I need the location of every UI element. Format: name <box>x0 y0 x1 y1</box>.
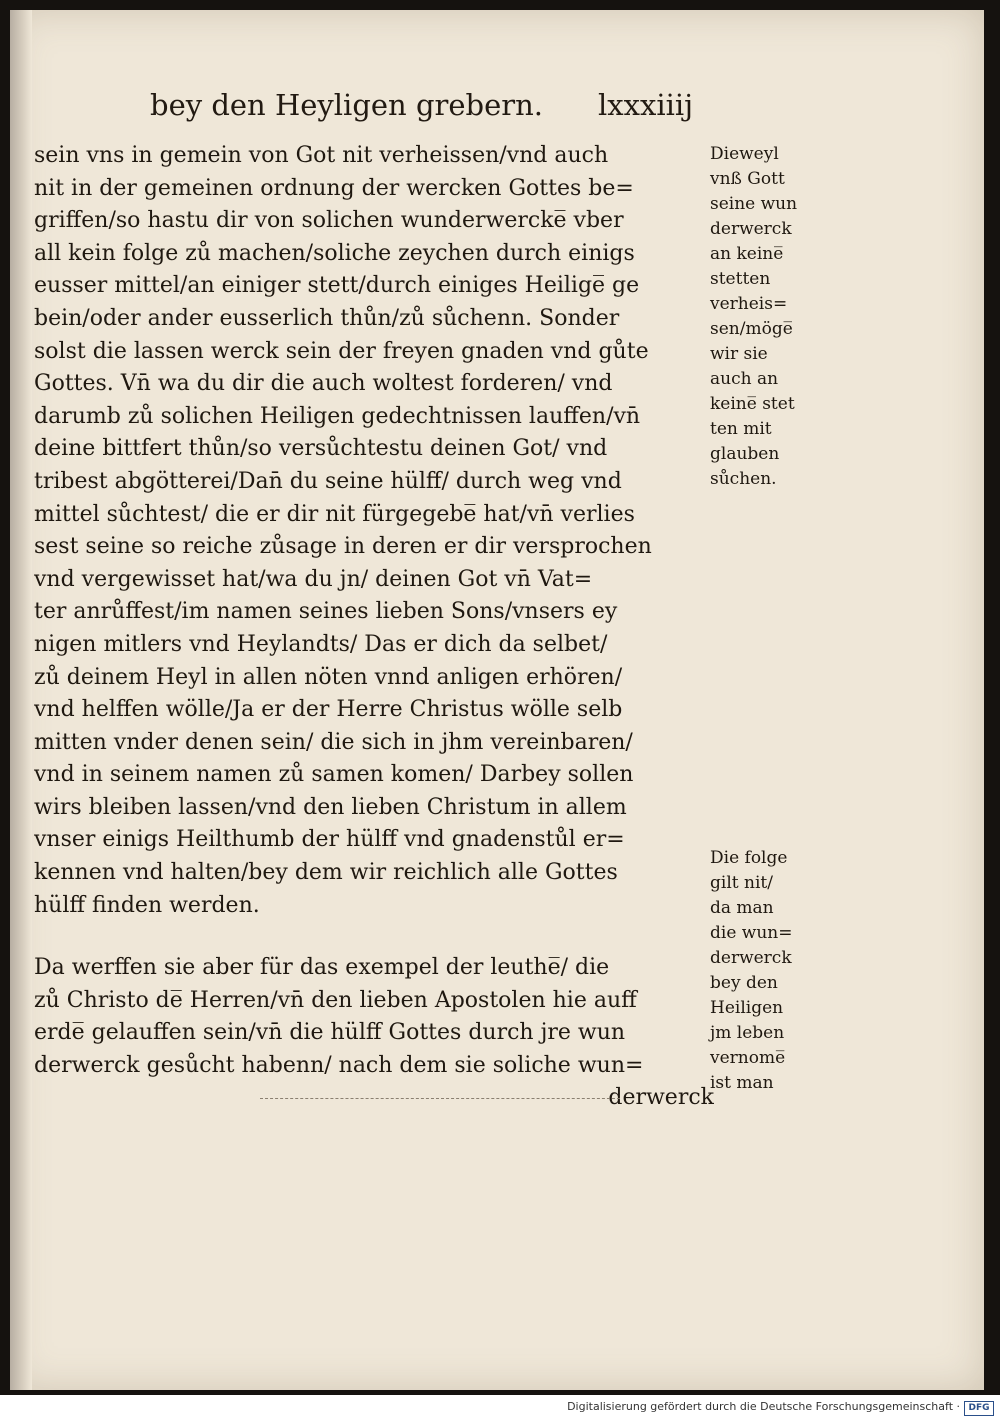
text-line: darumb zů solichen Heiligen gedechtnissen lauffen/vn̄ <box>34 403 641 429</box>
gloss-line: verheis= <box>710 294 788 314</box>
paragraph-1 <box>34 140 714 922</box>
gloss-line: auch an <box>710 369 779 389</box>
text-line: deine bittfert thůn/so versůchtestu deinen Got/ vnd <box>34 436 608 462</box>
gloss-line: sůchen. <box>710 469 777 489</box>
page-binding-shadow <box>10 10 32 1390</box>
gloss-line: die wun= <box>710 923 793 943</box>
text-line: nit in der gemeinen ordnung der wercken Gottes be= <box>34 175 634 201</box>
gloss-line: wir sie <box>710 344 768 364</box>
footer-credit: Digitalisierung gefördert durch die Deutsche Forschungsgemeinschaft · <box>567 1400 960 1413</box>
text-line: mittel sůchtest/ die er dir nit fürgegebe̅ hat/vn̄ verlies <box>34 501 635 527</box>
text-line: Gottes. Vn̄ wa du dir die auch woltest forderen/ vnd <box>34 371 613 397</box>
text-line: kennen vnd halten/bey dem wir reichlich alle Gottes <box>34 860 618 886</box>
text-line: sein vns in gemein von Got nit verheissen/vnd auch <box>34 143 609 168</box>
text-line: eusser mittel/an einiger stett/durch einiges Heilige̅ ge <box>34 273 640 299</box>
gloss-line: Die folge <box>710 848 788 868</box>
gloss-line: stetten <box>710 269 771 289</box>
text-line: griffen/so hastu dir von solichen wunderwercke̅ vber <box>34 208 624 234</box>
underline-dashes <box>260 1098 620 1100</box>
folio-number: lxxxiiij <box>598 88 694 122</box>
gloss-line: sen/möge̅ <box>710 319 793 339</box>
gloss-line: keine̅ stet <box>710 394 795 414</box>
text-line: vnd in seinem namen zů samen komen/ Darbey sollen <box>34 762 634 788</box>
gloss-line: glauben <box>710 444 780 464</box>
paragraph-2 <box>34 952 714 1115</box>
text-line: sest seine so reiche zůsage in deren er dir versprochen <box>34 534 652 560</box>
gloss-line: Dieweyl <box>710 144 779 164</box>
text-line: tribest abgötterei/Dan̄ du seine hülff/ durch weg vnd <box>34 468 622 494</box>
text-line: nigen mitlers vnd Heylandts/ Das er dich da selbet/ <box>34 631 608 657</box>
text-line: erde̅ gelauffen sein/vn̄ die hülff Gottes durch jre wun <box>34 1020 626 1046</box>
text-line: ter anrůffest/im namen seines lieben Sons/vnsers ey <box>34 599 618 625</box>
gloss-line: ten mit <box>710 419 772 439</box>
gloss-line: ist man <box>710 1073 774 1093</box>
gloss-line: da man <box>710 898 774 918</box>
text-line: bein/oder ander eusserlich thůn/zů sůchenn. Sonder <box>34 305 620 331</box>
catchword: derwerck <box>608 1085 714 1111</box>
gloss-line: Heiligen <box>710 998 784 1018</box>
text-line: mitten vnder denen sein/ die sich in jhm vereinbaren/ <box>34 729 633 755</box>
gloss-line: jm leben <box>710 1023 785 1043</box>
gloss-line: vnß Gott <box>710 169 785 189</box>
marginal-gloss-1 <box>710 142 830 492</box>
footer-bar <box>0 1395 1000 1421</box>
gloss-line: gilt nit/ <box>710 873 773 893</box>
text-line: all kein folge zů machen/soliche zeychen durch einigs <box>34 240 635 266</box>
text-line: wirs bleiben lassen/vnd den lieben Christum in allem <box>34 794 627 820</box>
text-line: zů Christo de̅ Herren/vn̄ den lieben Apostolen hie auff <box>34 987 637 1013</box>
gloss-line: derwerck <box>710 948 792 968</box>
text-line: vnd helffen wölle/Ja er der Herre Christus wölle selb <box>34 697 623 723</box>
gloss-line: derwerck <box>710 219 792 239</box>
dfg-logo: DFG <box>964 1401 994 1416</box>
text-line: solst die lassen werck sein der freyen gnaden vnd gůte <box>34 338 649 364</box>
gloss-line: seine wun <box>710 194 798 214</box>
text-line: vnd vergewisset hat/wa du jn/ deinen Got vn̄ Vat= <box>34 566 593 592</box>
text-line: Da werffen sie aber für das exempel der leuthe̅/ die <box>34 955 610 980</box>
gloss-line: bey den <box>710 973 778 993</box>
running-head: bey den Heyligen grebern. <box>150 88 544 122</box>
gloss-line: an keine̅ <box>710 244 784 264</box>
marginal-gloss-2 <box>710 846 830 1096</box>
text-line: hülff finden werden. <box>34 892 260 918</box>
text-line: vnser einigs Heilthumb der hülff vnd gnadenstůl er= <box>34 827 625 853</box>
text-line: zů deinem Heyl in allen nöten vnnd anligen erhören/ <box>34 664 623 690</box>
gloss-line: vernome̅ <box>710 1048 786 1068</box>
text-line: derwerck gesůcht habenn/ nach dem sie soliche wun= <box>34 1052 644 1078</box>
